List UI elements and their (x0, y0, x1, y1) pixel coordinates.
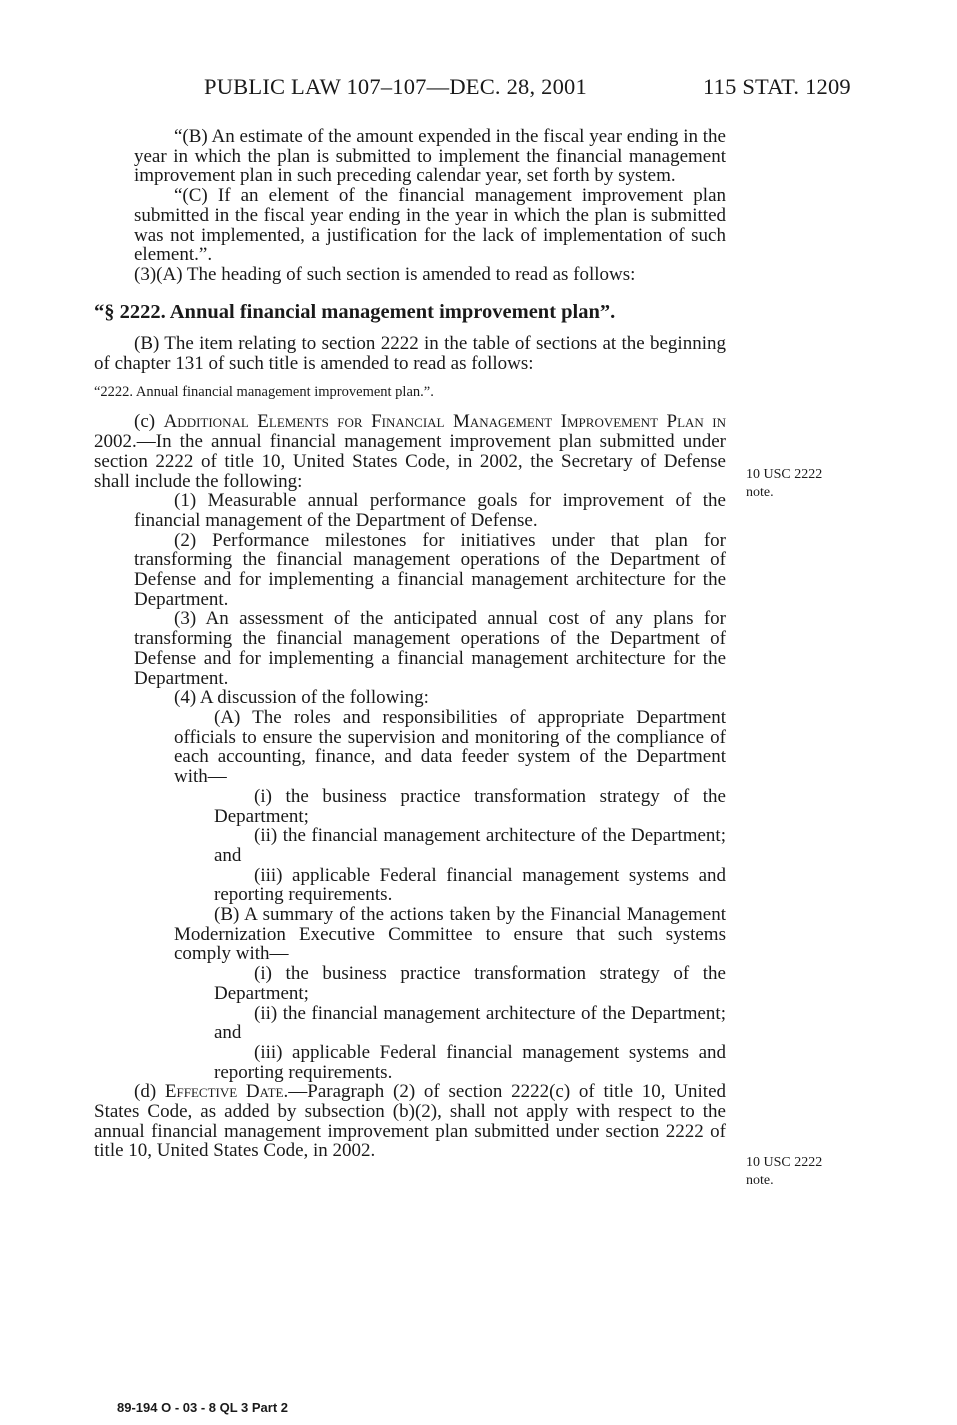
item-3: (3) An assessment of the anticipated annual cost of any plans for transforming the financial management operations of the Department of Defense and for implementing a financial management architecture for the Department. (134, 608, 726, 689)
margin-note-1 (746, 466, 822, 502)
paragraph-3A: (3)(A) The heading of such section is amended to read as follows: (134, 263, 636, 285)
subsection-d-heading: Effective Date. (164, 1081, 289, 1103)
running-header-stat-page: 115 STAT. 1209 (703, 74, 851, 99)
subsection-c-heading: Additional Elements for Financial Management Improvement Plan in 2002. (94, 411, 726, 453)
paragraph-3B: “(B) An estimate of the amount expended in the fiscal year ending in the year in which the plan is submitted to implement the financial management improvement plan in such preceding calendar year, set forth by system. (134, 126, 726, 187)
item-4: (4) A discussion of the following: (174, 687, 429, 709)
item-4A-iii: (iii) applicable Federal financial management systems and reporting requirements. (214, 864, 726, 906)
item-4B-ii: (ii) the financial management architecture of the Department; and (214, 1002, 726, 1044)
subsection-c-text: —In the annual financial management improvement plan submitted under section 2222 of title 10, United States Code, in 2002, the Secretary of Defense shall include the following: (94, 431, 726, 492)
subsection-d-text: —Paragraph (2) of section 2222(c) of title 10, United States Code, as added by subsection (b)(2), shall not apply with respect to the annual financial management improvement plan submitted under section 2222 of title 10, United States Code, in 2002. (94, 1081, 727, 1162)
margin-note-1-citation: 10 USC 2222 (746, 467, 823, 482)
footer-print-code: 89-194 O - 03 - 8 QL 3 Part 2 (117, 1400, 289, 1415)
running-header-law: PUBLIC LAW 107–107—DEC. 28, 2001 (204, 74, 587, 99)
paragraph-3C: “(C) If an element of the financial management improvement plan submitted in the fiscal year ending in the year in which the plan is submitted was not implemented, a justification for the lack of implementation of such element.”. (134, 185, 726, 266)
item-4B-iii: (iii) applicable Federal financial management systems and reporting requirements. (214, 1041, 726, 1083)
margin-note-1-suffix: note. (746, 485, 774, 500)
item-4A-i: (i) the business practice transformation strategy of the Department; (214, 785, 726, 827)
subsection-c (94, 412, 726, 491)
item-4B: (B) A summary of the actions taken by the Financial Management Modernization Executive Committee to ensure that such systems comply with— (174, 904, 726, 965)
text-block-top (94, 127, 726, 1161)
item-2: (2) Performance milestones for initiatives under that plan for transforming the financial management operations of the Department of Defense and for implementing a financial management architecture for the Department. (134, 529, 726, 610)
item-1: (1) Measurable annual performance goals for improvement of the financial management of the Department of Defense. (134, 490, 726, 531)
item-4A-ii: (ii) the financial management architecture of the Department; and (214, 825, 726, 866)
table-of-sections-item: “2222. Annual financial management improvement plan.”. (94, 383, 434, 400)
paragraph-table-of-sections: (B) The item relating to section 2222 in the table of sections at the beginning of chapter 131 of such title is amended to read as follows: (94, 333, 726, 375)
subsection-d (94, 1082, 726, 1161)
margin-note-2-suffix: note. (746, 1173, 774, 1188)
item-4A: (A) The roles and responsibilities of appropriate Department officials to ensure the supervision and monitoring of the compliance of each accounting, finance, and data feeder system of the Department with— (174, 706, 726, 788)
section-heading: “§ 2222. Annual financial management improvement plan”. (94, 300, 616, 323)
margin-note-2 (746, 1154, 822, 1190)
subsection-c-label: (c) (134, 411, 164, 433)
item-4B-i: (i) the business practice transformation strategy of the Department; (214, 963, 726, 1004)
subsection-d-label: (d) (134, 1081, 165, 1103)
margin-note-2-citation: 10 USC 2222 (746, 1155, 823, 1170)
